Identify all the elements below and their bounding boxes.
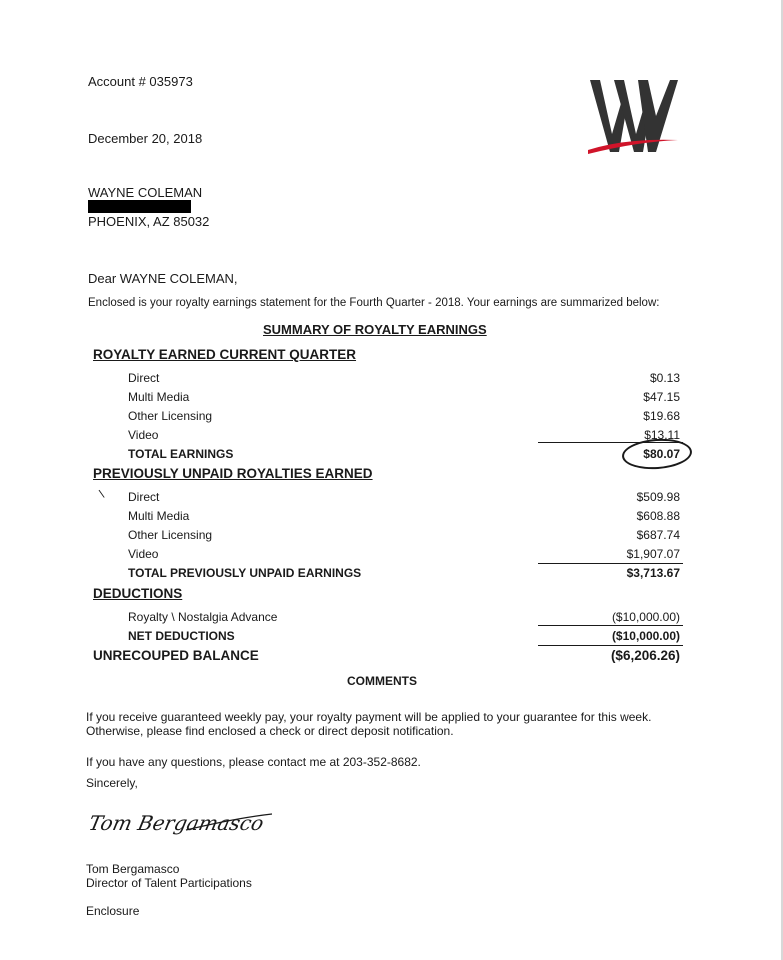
cq-multimedia-amount: $47.15 (643, 390, 680, 404)
pu-video-label: Video (128, 547, 159, 561)
statement-date: December 20, 2018 (88, 131, 203, 146)
cq-total-label: TOTAL EARNINGS (128, 447, 234, 461)
enclosure-label: Enclosure (86, 904, 140, 918)
pu-multimedia-amount: $608.88 (636, 509, 680, 523)
redacted-address (88, 200, 191, 213)
deductions-heading: DEDUCTIONS (93, 586, 183, 601)
deductions-rule (538, 625, 683, 626)
cq-direct-label: Direct (128, 371, 160, 385)
summary-title: SUMMARY OF ROYALTY EARNINGS (263, 322, 487, 337)
pu-licensing-amount: $687.74 (636, 528, 680, 542)
comments-line-2: Otherwise, please find enclosed a check or direct deposit notification. (86, 724, 454, 738)
cq-direct-amount: $0.13 (649, 371, 680, 385)
comments-line-1: If you receive guaranteed weekly pay, your royalty payment will be applied to your guarantee for this week. (86, 710, 652, 724)
pu-total-label: TOTAL PREVIOUSLY UNPAID EARNINGS (128, 566, 362, 580)
balance-rule (538, 645, 683, 646)
account-number: Account # 035973 (88, 74, 193, 89)
questions-text: If you have any questions, please contact me at 203-352-8682. (86, 755, 421, 769)
cq-multimedia-label: Multi Media (128, 390, 190, 404)
greeting: Dear WAYNE COLEMAN, (88, 271, 238, 286)
net-deductions-amount: ($10,000.00) (611, 629, 680, 643)
pu-direct-amount: $509.98 (636, 490, 680, 504)
unrecouped-amount: ($6,206.26) (610, 648, 680, 663)
previous-unpaid-heading: PREVIOUSLY UNPAID ROYALTIES EARNED (93, 466, 373, 481)
pen-mark: \ (97, 486, 106, 502)
comments-heading: COMMENTS (347, 674, 417, 688)
intro-text: Enclosed is your royalty earnings statement for the Fourth Quarter - 2018. Your earnings are summarized below: (88, 297, 660, 309)
pu-total-rule (538, 563, 683, 564)
cq-licensing-amount: $19.68 (643, 409, 680, 423)
signer-name: Tom Bergamasco (86, 862, 180, 876)
current-quarter-heading: ROYALTY EARNED CURRENT QUARTER (93, 347, 357, 362)
cq-video-label: Video (128, 428, 159, 442)
cq-total-amount: $80.07 (643, 447, 680, 461)
signer-title: Director of Talent Participations (86, 876, 252, 890)
deduction-advance-amount: ($10,000.00) (611, 610, 680, 624)
net-deductions-label: NET DEDUCTIONS (128, 629, 235, 643)
signature (86, 800, 286, 844)
cq-licensing-label: Other Licensing (128, 409, 213, 423)
pu-multimedia-label: Multi Media (128, 509, 190, 523)
unrecouped-label: UNRECOUPED BALANCE (93, 648, 259, 663)
closing-text: Sincerely, (86, 776, 138, 790)
deduction-advance-label: Royalty \ Nostalgia Advance (128, 610, 278, 624)
cq-video-amount: $13.11 (644, 428, 680, 442)
pu-total-amount: $3,713.67 (626, 566, 680, 580)
signature-script: Tom Bergamasco (86, 811, 266, 835)
recipient-city: PHOENIX, AZ 85032 (88, 214, 210, 229)
pu-direct-label: Direct (128, 490, 160, 504)
pu-video-amount: $1,907.07 (626, 547, 680, 561)
recipient-name: WAYNE COLEMAN (88, 185, 203, 200)
pu-licensing-label: Other Licensing (128, 528, 213, 542)
wwe-logo (586, 76, 680, 158)
